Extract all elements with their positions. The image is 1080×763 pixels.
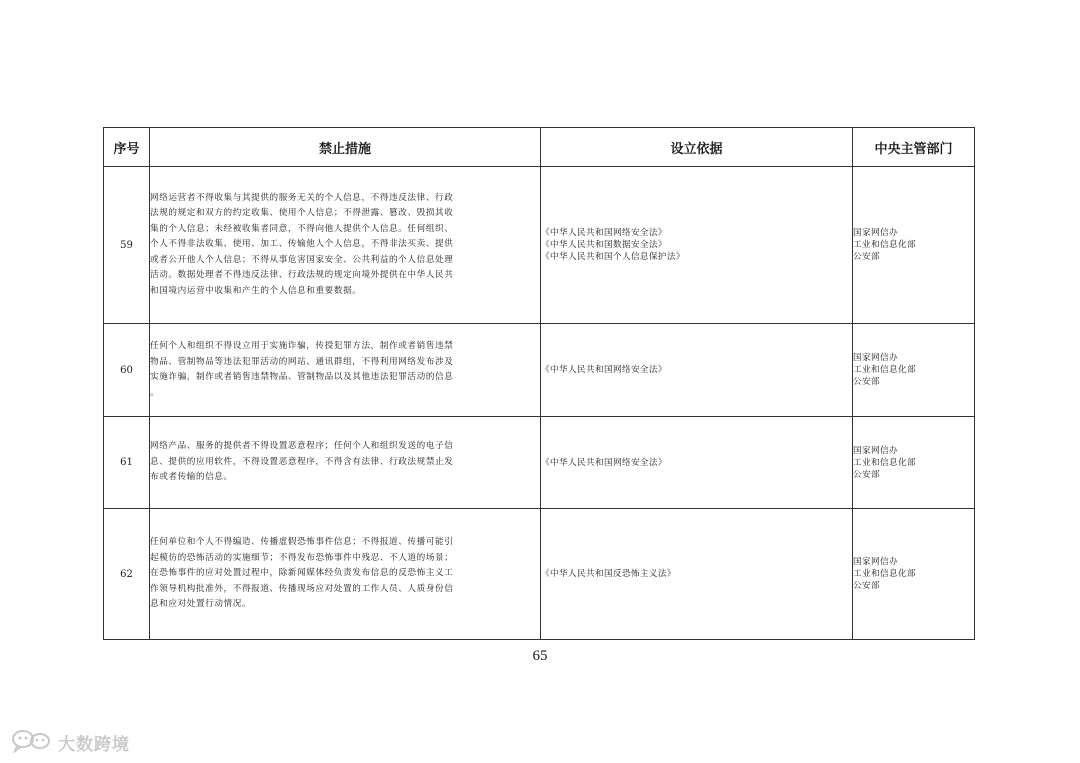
department-cell <box>853 167 975 324</box>
measure-line: 任何单位和个人不得编造、传播虚假恐怖事件信息；不得报道、传播可能引 <box>150 537 454 548</box>
watermark-text: 大数跨境 <box>58 734 130 755</box>
department-line: 公安部 <box>853 377 880 387</box>
basis-cell <box>541 509 853 640</box>
measure-line: 活动。数据处理者不得违反法律、行政法规的规定向境外提供在中华人民共 <box>150 270 454 281</box>
basis-cell <box>541 417 853 509</box>
row-number: 62 <box>104 509 150 640</box>
measure-line: 或者公开他人个人信息；不得从事危害国家安全、公共利益的个人信息处理 <box>150 254 454 265</box>
department-line: 国家网信办 <box>853 557 898 567</box>
basis-cell <box>541 167 853 324</box>
watermark <box>10 728 130 756</box>
header-department: 中央主管部门 <box>853 128 975 167</box>
measure-line: 起模仿的恐怖活动的实施细节；不得发布恐怖事件中残忍、不人道的场景； <box>150 552 454 563</box>
measure-line: 网络运营者不得收集与其提供的服务无关的个人信息，不得违反法律、行政 <box>150 192 454 203</box>
header-serial: 序号 <box>104 128 150 167</box>
table-row <box>104 167 975 324</box>
department-line: 国家网信办 <box>853 445 898 456</box>
measure-line: 和国境内运营中收集和产生的个人信息和重要数据。 <box>150 285 362 296</box>
basis-line: 《中华人民共和国网络安全法》 <box>541 228 667 238</box>
measure-cell <box>150 324 541 417</box>
row-number: 60 <box>104 324 150 417</box>
measure-line: 集的个人信息；未经被收集者同意，不得向他人提供个人信息。任何组织、 <box>150 223 454 234</box>
measure-line: 息和应对处置行动情况。 <box>150 599 252 610</box>
row-number: 59 <box>104 167 150 324</box>
measure-line: 物品、管制物品等违法犯罪活动的网站、通讯群组，不得利用网络发布涉及 <box>150 356 454 367</box>
measure-line: 。 <box>150 387 160 398</box>
department-line: 工业和信息化部 <box>853 569 916 579</box>
basis-line: 《中华人民共和国网络安全法》 <box>541 365 667 375</box>
department-line: 工业和信息化部 <box>853 457 916 468</box>
header-basis: 设立依据 <box>541 128 853 167</box>
basis-line: 《中华人民共和国数据安全法》 <box>541 240 667 250</box>
measure-line: 在恐怖事件的应对处置过程中，除新闻媒体经负责发布信息的反恐怖主义工 <box>150 568 454 579</box>
department-cell <box>853 324 975 417</box>
measure-line: 个人不得非法收集、使用、加工、传输他人个人信息，不得非法买卖、提供 <box>150 239 454 250</box>
basis-line: 《中华人民共和国个人信息保护法》 <box>541 252 685 262</box>
table-row <box>104 417 975 509</box>
weixin-logo-icon <box>10 727 58 758</box>
measure-line: 任何个人和组织不得设立用于实施诈骗，传授犯罪方法，制作或者销售违禁 <box>150 341 454 351</box>
department-line: 公安部 <box>853 581 880 591</box>
measure-line: 息、提供的应用软件，不得设置恶意程序，不得含有法律、行政法规禁止发 <box>150 456 454 467</box>
department-cell <box>853 509 975 640</box>
department-line: 工业和信息化部 <box>853 365 916 375</box>
basis-cell <box>541 324 853 417</box>
department-line: 公安部 <box>853 252 880 262</box>
basis-line: 《中华人民共和国网络安全法》 <box>541 457 667 468</box>
row-number: 61 <box>104 417 150 509</box>
table-header-row <box>104 128 975 167</box>
measure-line: 网络产品、服务的提供者不得设置恶意程序；任何个人和组织发送的电子信 <box>150 441 454 452</box>
department-line: 公安部 <box>853 469 880 480</box>
header-measure: 禁止措施 <box>150 128 541 167</box>
department-cell <box>853 417 975 509</box>
measure-line: 布或者传输的信息。 <box>150 472 233 483</box>
table-row <box>104 324 975 417</box>
table-row <box>104 509 975 640</box>
department-line: 国家网信办 <box>853 353 898 363</box>
measure-line: 法规的规定和双方的约定收集、使用个人信息；不得泄露、篡改、毁损其收 <box>150 208 454 219</box>
measure-cell <box>150 509 541 640</box>
department-line: 工业和信息化部 <box>853 240 916 250</box>
measure-cell <box>150 417 541 509</box>
page-number: 65 <box>532 648 548 664</box>
department-line: 国家网信办 <box>853 228 898 238</box>
prohibition-table <box>103 127 975 640</box>
measure-line: 作领导机构批准外，不得报道、传播现场应对处置的工作人员、人质身份信 <box>150 583 454 594</box>
measure-line: 实施诈骗，制作或者销售违禁物品、管制物品以及其他违法犯罪活动的信息 <box>150 372 454 382</box>
basis-line: 《中华人民共和国反恐怖主义法》 <box>541 569 676 579</box>
measure-cell <box>150 167 541 324</box>
